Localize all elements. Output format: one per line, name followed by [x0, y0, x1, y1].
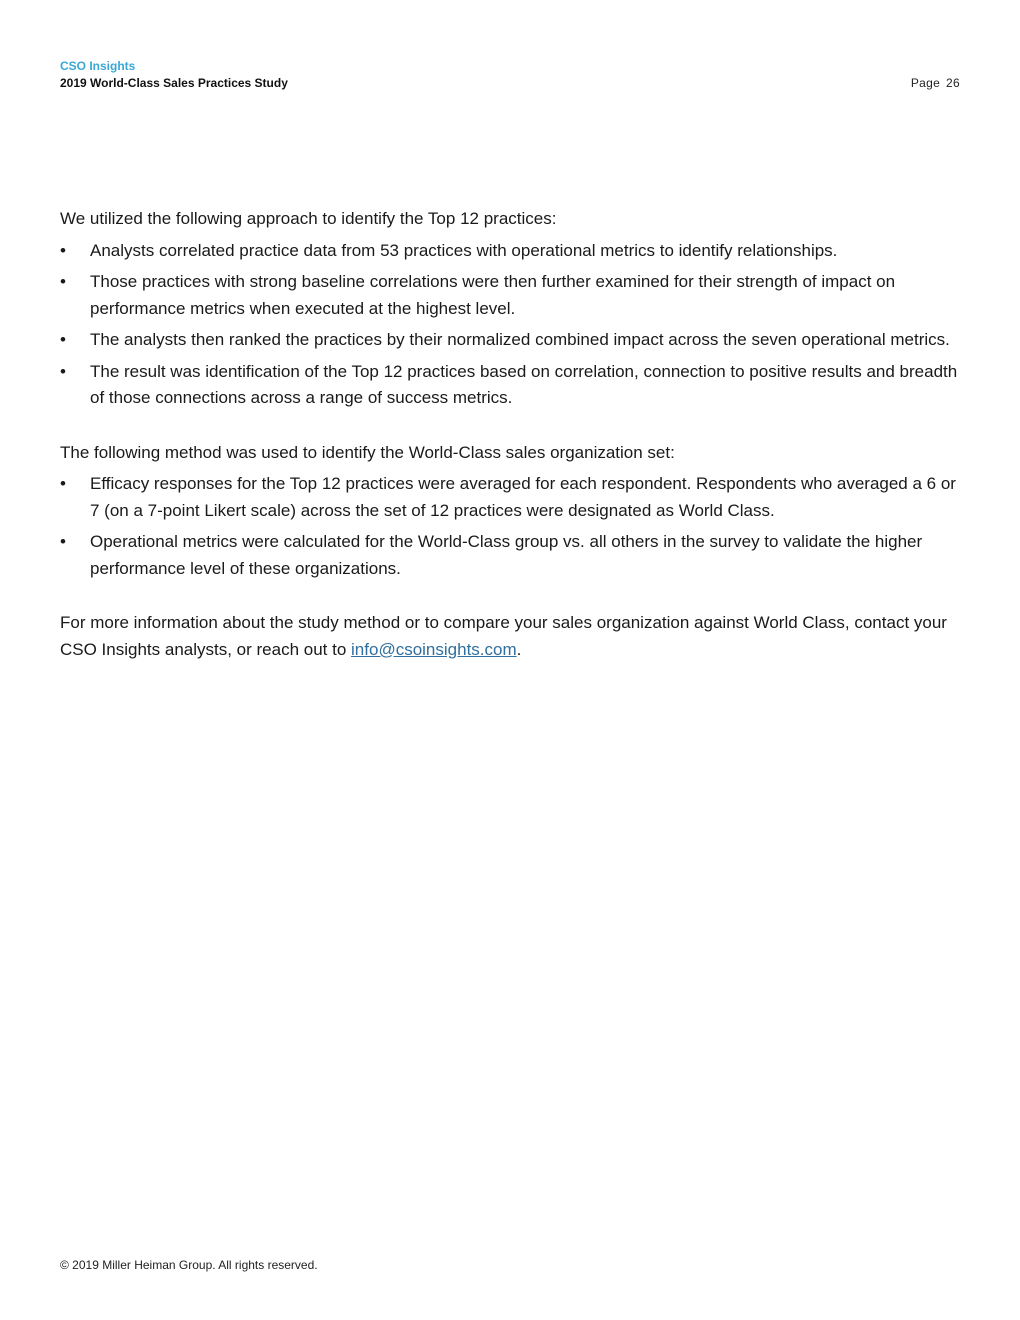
list-item: • The result was identification of the Top 12 practices based on correlation, connection to positive results and breadth of those connections across a range of success metrics.	[60, 359, 960, 412]
closing-paragraph	[60, 610, 960, 663]
main-content	[60, 206, 960, 663]
section2-intro: The following method was used to identify the World-Class sales organization set:	[60, 442, 675, 462]
email-link[interactable]: info@csoinsights.com	[351, 639, 517, 659]
list-item: • The analysts then ranked the practices by their normalized combined impact across the seven operational metrics.	[60, 327, 960, 354]
section2-bullet-list	[60, 471, 960, 582]
copyright-footer: © 2019 Miller Heiman Group. All rights reserved.	[60, 1258, 318, 1272]
section-spacer	[60, 582, 960, 610]
section1-bullet-list	[60, 238, 960, 412]
closing-period: .	[516, 639, 522, 659]
page-number	[911, 75, 960, 91]
list-item: • Those practices with strong baseline correlations were then further examined for their strength of impact on performance metrics when executed at the highest level.	[60, 269, 960, 322]
closing-text: For more information about the study method or to compare your sales organization against World Class, contact your CSO Insights analysts, or reach out to	[60, 613, 947, 659]
list-item: • Analysts correlated practice data from 53 practices with operational metrics to identify relationships.	[60, 238, 960, 265]
list-item: • Operational metrics were calculated for the World-Class group vs. all others in the survey to validate the higher performance level of these organizations.	[60, 529, 960, 582]
page-header	[60, 58, 960, 91]
study-title: 2019 World-Class Sales Practices Study	[60, 76, 288, 90]
section-spacer	[60, 412, 960, 440]
brand-name: CSO Insights	[60, 59, 136, 73]
page-label: Page	[910, 76, 941, 90]
section1-intro: We utilized the following approach to identify the Top 12 practices:	[60, 209, 557, 228]
list-item: • Efficacy responses for the Top 12 practices were averaged for each respondent. Respondents who averaged a 6 or 7 (on a 7-point Likert scale) across the set of 12 practices were designated as World Class.	[60, 471, 960, 524]
page-number-value: 26	[946, 76, 960, 90]
